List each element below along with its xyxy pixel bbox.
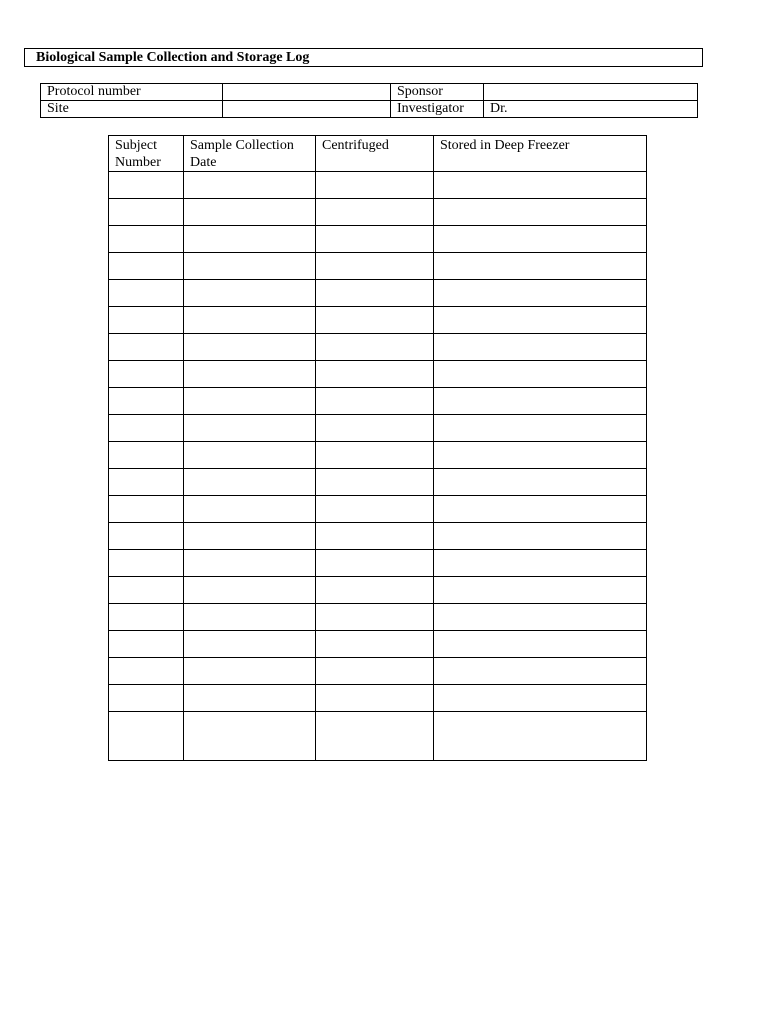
deep-freezer-cell[interactable] bbox=[434, 631, 647, 658]
log-row bbox=[109, 415, 647, 442]
log-row bbox=[109, 172, 647, 199]
log-header-row bbox=[109, 136, 647, 172]
centrifuged-cell[interactable] bbox=[316, 658, 434, 685]
collection-date-cell[interactable] bbox=[184, 307, 316, 334]
collection-date-cell[interactable] bbox=[184, 631, 316, 658]
deep-freezer-cell[interactable] bbox=[434, 469, 647, 496]
log-row bbox=[109, 361, 647, 388]
deep-freezer-cell[interactable] bbox=[434, 658, 647, 685]
deep-freezer-cell[interactable] bbox=[434, 577, 647, 604]
log-row bbox=[109, 577, 647, 604]
subject-number-cell[interactable] bbox=[109, 172, 184, 199]
collection-date-cell[interactable] bbox=[184, 415, 316, 442]
title-box bbox=[24, 48, 703, 67]
centrifuged-cell[interactable] bbox=[316, 280, 434, 307]
collection-date-cell[interactable] bbox=[184, 226, 316, 253]
subject-number-cell[interactable] bbox=[109, 361, 184, 388]
sponsor-label: Sponsor bbox=[391, 84, 484, 101]
subject-number-cell[interactable] bbox=[109, 199, 184, 226]
centrifuged-cell[interactable] bbox=[316, 604, 434, 631]
deep-freezer-cell[interactable] bbox=[434, 199, 647, 226]
collection-date-cell[interactable] bbox=[184, 361, 316, 388]
info-row-protocol bbox=[41, 84, 698, 101]
collection-date-cell[interactable] bbox=[184, 604, 316, 631]
deep-freezer-cell[interactable] bbox=[434, 361, 647, 388]
collection-date-cell[interactable] bbox=[184, 442, 316, 469]
deep-freezer-cell[interactable] bbox=[434, 307, 647, 334]
centrifuged-cell[interactable] bbox=[316, 415, 434, 442]
deep-freezer-cell[interactable] bbox=[434, 334, 647, 361]
log-row bbox=[109, 280, 647, 307]
deep-freezer-cell[interactable] bbox=[434, 550, 647, 577]
subject-number-cell[interactable] bbox=[109, 307, 184, 334]
centrifuged-cell[interactable] bbox=[316, 712, 434, 761]
log-row bbox=[109, 685, 647, 712]
subject-number-cell[interactable] bbox=[109, 577, 184, 604]
site-field[interactable] bbox=[223, 101, 391, 118]
subject-number-cell[interactable] bbox=[109, 523, 184, 550]
collection-date-cell[interactable] bbox=[184, 685, 316, 712]
collection-date-cell[interactable] bbox=[184, 334, 316, 361]
deep-freezer-cell[interactable] bbox=[434, 712, 647, 761]
centrifuged-cell[interactable] bbox=[316, 226, 434, 253]
header-stored-in-deep-freezer: Stored in Deep Freezer bbox=[434, 136, 647, 172]
info-row-site bbox=[41, 101, 698, 118]
header-subject-number: Subject Number bbox=[109, 136, 184, 172]
subject-number-cell[interactable] bbox=[109, 226, 184, 253]
centrifuged-cell[interactable] bbox=[316, 523, 434, 550]
subject-number-cell[interactable] bbox=[109, 496, 184, 523]
collection-date-cell[interactable] bbox=[184, 550, 316, 577]
deep-freezer-cell[interactable] bbox=[434, 685, 647, 712]
collection-date-cell[interactable] bbox=[184, 280, 316, 307]
centrifuged-cell[interactable] bbox=[316, 253, 434, 280]
centrifuged-cell[interactable] bbox=[316, 361, 434, 388]
site-label: Site bbox=[41, 101, 223, 118]
sponsor-field[interactable] bbox=[484, 84, 698, 101]
centrifuged-cell[interactable] bbox=[316, 631, 434, 658]
log-row bbox=[109, 523, 647, 550]
collection-date-cell[interactable] bbox=[184, 388, 316, 415]
collection-date-cell[interactable] bbox=[184, 658, 316, 685]
centrifuged-cell[interactable] bbox=[316, 496, 434, 523]
log-row bbox=[109, 388, 647, 415]
collection-date-cell[interactable] bbox=[184, 172, 316, 199]
log-row bbox=[109, 496, 647, 523]
deep-freezer-cell[interactable] bbox=[434, 280, 647, 307]
header-centrifuged: Centrifuged bbox=[316, 136, 434, 172]
centrifuged-cell[interactable] bbox=[316, 577, 434, 604]
collection-date-cell[interactable] bbox=[184, 496, 316, 523]
subject-number-cell[interactable] bbox=[109, 253, 184, 280]
header-sample-collection-date: Sample Collection Date bbox=[184, 136, 316, 172]
deep-freezer-cell[interactable] bbox=[434, 172, 647, 199]
centrifuged-cell[interactable] bbox=[316, 172, 434, 199]
subject-number-cell[interactable] bbox=[109, 334, 184, 361]
deep-freezer-cell[interactable] bbox=[434, 253, 647, 280]
log-row bbox=[109, 550, 647, 577]
centrifuged-cell[interactable] bbox=[316, 685, 434, 712]
sample-log-table bbox=[108, 135, 647, 761]
log-row bbox=[109, 307, 647, 334]
subject-number-cell[interactable] bbox=[109, 712, 184, 761]
collection-date-cell[interactable] bbox=[184, 253, 316, 280]
collection-date-cell[interactable] bbox=[184, 469, 316, 496]
study-info-table bbox=[40, 83, 698, 118]
log-row bbox=[109, 334, 647, 361]
protocol-number-label: Protocol number bbox=[41, 84, 223, 101]
log-row bbox=[109, 226, 647, 253]
protocol-number-field[interactable] bbox=[223, 84, 391, 101]
log-row bbox=[109, 442, 647, 469]
deep-freezer-cell[interactable] bbox=[434, 442, 647, 469]
subject-number-cell[interactable] bbox=[109, 415, 184, 442]
subject-number-cell[interactable] bbox=[109, 388, 184, 415]
deep-freezer-cell[interactable] bbox=[434, 496, 647, 523]
subject-number-cell[interactable] bbox=[109, 442, 184, 469]
centrifuged-cell[interactable] bbox=[316, 199, 434, 226]
investigator-label: Investigator bbox=[391, 101, 484, 118]
centrifuged-cell[interactable] bbox=[316, 334, 434, 361]
collection-date-cell[interactable] bbox=[184, 712, 316, 761]
subject-number-cell[interactable] bbox=[109, 658, 184, 685]
log-row bbox=[109, 604, 647, 631]
subject-number-cell[interactable] bbox=[109, 469, 184, 496]
document-title: Biological Sample Collection and Storage Log bbox=[36, 50, 310, 65]
centrifuged-cell[interactable] bbox=[316, 388, 434, 415]
log-row bbox=[109, 199, 647, 226]
subject-number-cell[interactable] bbox=[109, 685, 184, 712]
log-row bbox=[109, 469, 647, 496]
log-row bbox=[109, 712, 647, 761]
deep-freezer-cell[interactable] bbox=[434, 604, 647, 631]
deep-freezer-cell[interactable] bbox=[434, 226, 647, 253]
collection-date-cell[interactable] bbox=[184, 577, 316, 604]
subject-number-cell[interactable] bbox=[109, 631, 184, 658]
centrifuged-cell[interactable] bbox=[316, 307, 434, 334]
log-row bbox=[109, 658, 647, 685]
collection-date-cell[interactable] bbox=[184, 199, 316, 226]
subject-number-cell[interactable] bbox=[109, 604, 184, 631]
centrifuged-cell[interactable] bbox=[316, 550, 434, 577]
collection-date-cell[interactable] bbox=[184, 523, 316, 550]
centrifuged-cell[interactable] bbox=[316, 469, 434, 496]
centrifuged-cell[interactable] bbox=[316, 442, 434, 469]
log-row bbox=[109, 631, 647, 658]
subject-number-cell[interactable] bbox=[109, 280, 184, 307]
deep-freezer-cell[interactable] bbox=[434, 523, 647, 550]
deep-freezer-cell[interactable] bbox=[434, 388, 647, 415]
deep-freezer-cell[interactable] bbox=[434, 415, 647, 442]
subject-number-cell[interactable] bbox=[109, 550, 184, 577]
log-row bbox=[109, 253, 647, 280]
investigator-field[interactable]: Dr. bbox=[484, 101, 698, 118]
